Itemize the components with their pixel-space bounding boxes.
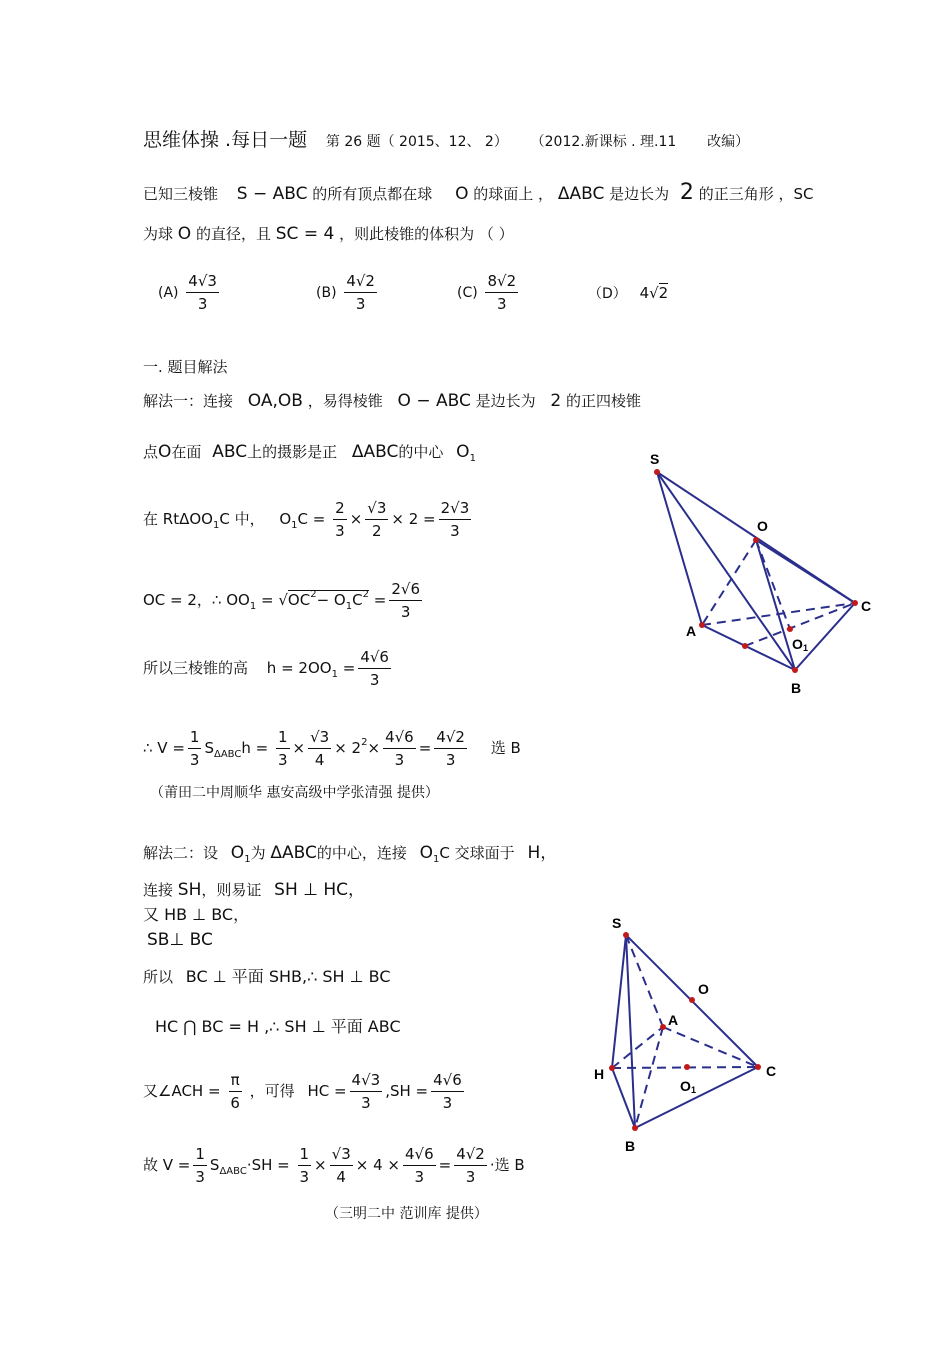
method2-line-2: 连接 SH，则易证 SH ⊥ HC， <box>143 880 366 900</box>
problem-note: 改编） <box>707 134 750 150</box>
fig1-label-o1: O <box>792 636 803 652</box>
fig2-label-o1: O <box>680 1078 691 1094</box>
svg-text:1: 1 <box>691 1085 697 1095</box>
fig1-label-a: A <box>686 623 697 639</box>
problem-source: （2012.新课标 . 理.11 <box>530 134 677 150</box>
fig1-label-o: O <box>757 518 768 534</box>
option-d: （D） 4√2 <box>588 284 669 302</box>
fig1-label-s: S <box>650 451 660 467</box>
fig1-label-b: B <box>791 680 802 696</box>
fig2-label-h: H <box>594 1066 605 1082</box>
method2-line-3: 又 HB ⊥ BC， <box>143 905 250 924</box>
fig1-label-c: C <box>861 598 872 614</box>
method2-line-7: 又∠ACH = $\frac{\pi}{6}$ ，可得 HC = $\frac{4√3}{3}$ ,SH = $\frac{4√6}{3}$ <box>143 1071 462 1112</box>
problem-line-1: 已知三棱锥 S − ABC 的所有顶点都在球 O 的球面上 ， ΔABC 是边长为 2 的正三角形 ，SC <box>143 180 814 205</box>
figure-1-tetrahedron <box>640 445 900 715</box>
method2-credit: （三明二中 范训库 提供） <box>325 1206 488 1222</box>
method1-line-4: OC = 2，∴ $OO_1 = √OC^2- O_1C^2$ = $\frac{2√6}{3}$ <box>143 580 420 621</box>
method1-line-1: 解法一：连接 OA,OB ，易得棱锥 O − ABC 是边长为 2 的正四棱锥 <box>143 391 642 411</box>
section-heading: 一. 题目解法 <box>143 358 228 376</box>
method1-line-5: 所以三棱锥的高 $h = 2OO_1$ = $\frac{4√6}{3}$ <box>143 648 389 689</box>
method1-line-6: ∴ V = $\frac{1}{3}$ $S_{\Delta ABC}h$ = $\frac{1}{3}$ × $\frac{√3}{4}$ × $2^2\times$ $\frac{4√6}{3}$ = $\frac{4√2}{3}$ 选 B <box>143 728 521 769</box>
problem-number: 第 26 题（ 2015、12、 2） <box>325 134 508 150</box>
method1-line-2: 点O在面 ABC上的摄影是正 ΔABC的中心 $O_1$ <box>143 442 476 464</box>
method2-line-6: HC ⋂ BC = H ,∴ SH ⊥ 平面 ABC <box>155 1017 401 1036</box>
fig2-label-o: O <box>698 981 709 997</box>
method1-line-3: 在 RtΔOO$_1$C 中， $O_1C$ = $\frac{2}{3}$ × $\frac{√3}{2}$ × 2 = $\frac{2√3}{3}$ <box>143 499 470 540</box>
fig2-label-a: A <box>668 1012 679 1028</box>
option-c: (C) $\frac{8√2}{3}$ <box>457 272 517 313</box>
problem-line-2: 为球 O 的直径，且 SC = 4 ，则此棱锥的体积为 （ ） <box>143 224 514 244</box>
method1-credit: （莆田二中周顺华 惠安高级中学张清强 提供） <box>150 785 439 801</box>
header <box>143 130 749 152</box>
method2-line-1: 解法二：设 $O_1$为 ΔABC的中心，连接 $O_1C$ 交球面于 H， <box>143 843 558 865</box>
method2-line-5: 所以 BC ⊥ 平面 SHB,∴ SH ⊥ BC <box>143 967 391 986</box>
worksheet-title: 思维体操 .每日一题 <box>143 129 308 151</box>
fig2-label-b: B <box>625 1138 636 1154</box>
svg-text:1: 1 <box>803 643 809 653</box>
fig2-label-c: C <box>766 1063 777 1079</box>
figure-2-tetrahedron <box>590 910 810 1160</box>
method2-line-4: SB⊥ BC <box>147 930 213 950</box>
method2-line-8: 故 V = $\frac{1}{3}$ $S_{\Delta ABC}\cdot SH$ = $\frac{1}{3}$ × $\frac{√3}{4}$ × 4 × $\frac{4√6}{3}$ = $\frac{4√2}{3}$ ·选 B <box>143 1145 525 1186</box>
option-b: (B) $\frac{4√2}{3}$ <box>316 272 375 313</box>
fig2-label-s: S <box>612 915 622 931</box>
option-a: (A) $\frac{4√3}{3}$ <box>158 272 217 313</box>
